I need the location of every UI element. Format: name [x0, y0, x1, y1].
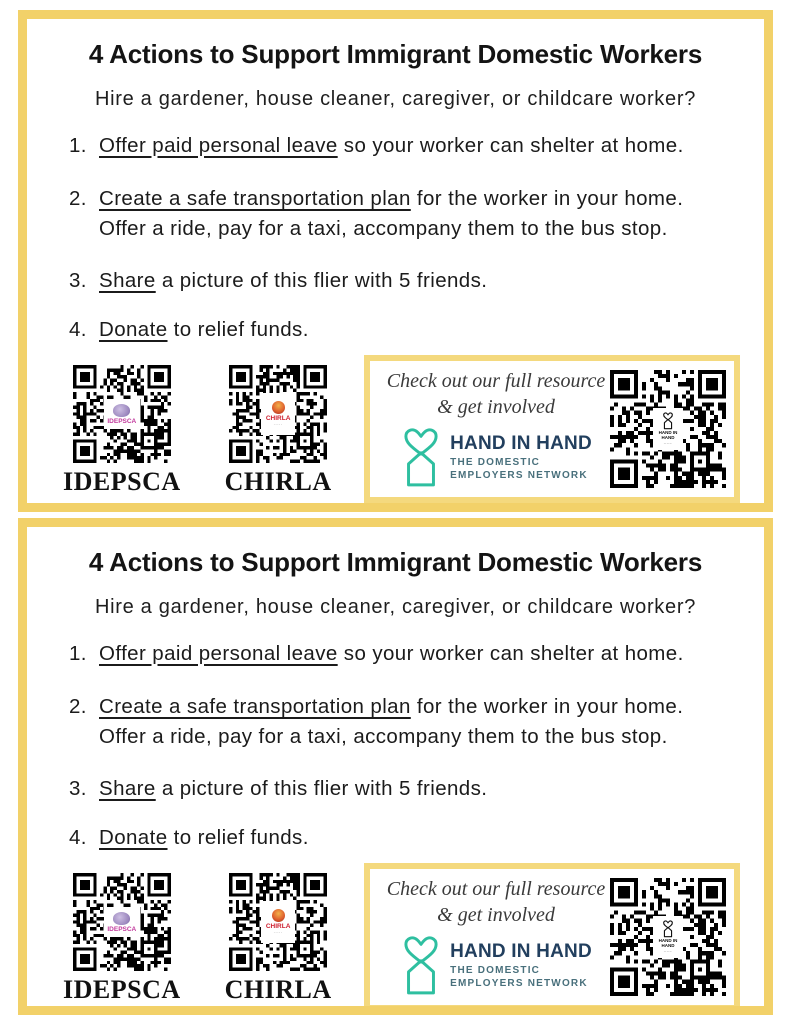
item-text-line2: Offer a ride, pay for a taxi, accompany them to the bus stop.: [99, 725, 668, 749]
resource-box: [364, 355, 740, 503]
org-subtitle-line2: EMPLOYERS NETWORK: [450, 978, 588, 990]
org-text-block: [450, 434, 592, 482]
heart-house-icon: [400, 934, 442, 998]
action-item: [69, 184, 740, 243]
item-rest-text: so your worker can shelter at home.: [343, 641, 684, 665]
org-name: HAND IN HAND: [450, 433, 592, 455]
org-subtitle-line1: THE DOMESTIC: [450, 457, 541, 469]
item-rest-text: a picture of this flier with 5 friends.: [161, 776, 488, 800]
hih-logo-text: HAND IN HAND: [658, 430, 678, 441]
qr-code-resource: [610, 370, 726, 488]
qr-figure-idepsca: [63, 365, 181, 497]
qr-center-logo-hih: [653, 916, 683, 958]
qr-code-resource: [610, 878, 726, 996]
item-text: [99, 131, 684, 161]
action-item: [69, 774, 740, 804]
qr-center-logo-chirla: [261, 393, 295, 435]
org-logo-row: [382, 934, 610, 998]
action-item: [69, 639, 740, 669]
org-text-block: [450, 942, 592, 990]
action-item: [69, 823, 740, 853]
item-rest-text: for the worker in your home.: [416, 187, 684, 211]
item-number: 2.: [69, 695, 87, 719]
resource-line1: Check out our full resource: [386, 878, 606, 901]
item-text: [99, 639, 684, 669]
qr-label: IDEPSCA: [63, 467, 181, 497]
item-underlined-phrase: Share: [99, 268, 156, 292]
item-text: [99, 266, 487, 296]
item-number: 1.: [69, 133, 87, 157]
org-logo-row: [382, 426, 610, 490]
resource-box-text: [382, 368, 610, 490]
org-name: HAND IN HAND: [450, 941, 592, 963]
hih-logo-microtext: ~~~: [663, 949, 673, 955]
resource-line1: Check out our full resource: [386, 370, 606, 393]
chirla-logo-microtext: ·····: [273, 930, 283, 936]
resource-box: [364, 863, 740, 1011]
chirla-logo-text: CHIRLA: [265, 415, 291, 423]
chirla-logo-icon: [272, 909, 285, 922]
item-text: [99, 184, 683, 243]
qr-center-logo-idepsca: [104, 399, 140, 429]
item-underlined-phrase: Create a safe transportation plan: [99, 187, 411, 211]
item-number: 3.: [69, 776, 87, 800]
qr-label: CHIRLA: [224, 467, 332, 497]
chirla-logo-text: CHIRLA: [265, 923, 291, 931]
qr-figure-chirla: [225, 873, 332, 1005]
action-item: [69, 315, 740, 345]
idepsca-logo-icon: [113, 404, 130, 417]
qr-label: IDEPSCA: [63, 975, 181, 1005]
action-item: [69, 131, 740, 161]
item-underlined-phrase: Donate: [99, 826, 168, 850]
heart-house-icon: [400, 426, 442, 490]
org-subtitle-line2: EMPLOYERS NETWORK: [450, 470, 588, 482]
idepsca-logo-text: IDEPSCA: [107, 925, 137, 933]
qr-center-logo-hih: [653, 408, 683, 450]
qr-code-chirla: [229, 873, 327, 971]
page-title: 4 Actions to Support Immigrant Domestic Workers: [88, 39, 703, 69]
item-text: [99, 774, 487, 804]
item-underlined-phrase: Share: [99, 776, 156, 800]
item-number: 4.: [69, 826, 87, 850]
hih-logo-microtext: ~~~: [663, 441, 673, 447]
qr-code-chirla: [229, 365, 327, 463]
item-underlined-phrase: Offer paid personal leave: [99, 133, 338, 157]
qr-section: [51, 861, 740, 1011]
heart-house-icon: [662, 920, 674, 938]
org-subtitle-line1: THE DOMESTIC: [450, 965, 541, 977]
item-rest-text: a picture of this flier with 5 friends.: [161, 268, 488, 292]
qr-figure-chirla: [225, 365, 332, 497]
item-underlined-phrase: Offer paid personal leave: [99, 641, 338, 665]
flyer-card: [18, 10, 773, 512]
qr-code-idepsca: [73, 365, 171, 463]
qr-code-idepsca: [73, 873, 171, 971]
item-text-line2: Offer a ride, pay for a taxi, accompany them to the bus stop.: [99, 217, 668, 241]
flyer-card: [18, 518, 773, 1015]
heart-house-icon: [662, 412, 674, 430]
item-underlined-phrase: Donate: [99, 318, 168, 342]
idepsca-logo-icon: [113, 912, 130, 925]
resource-line2: & get involved: [437, 396, 555, 419]
qr-label: CHIRLA: [224, 975, 332, 1005]
qr-group: [63, 365, 332, 497]
action-list: [51, 131, 740, 346]
item-number: 2.: [69, 187, 87, 211]
org-subtitle: [450, 456, 592, 482]
chirla-logo-microtext: ·····: [273, 422, 283, 428]
item-rest-text: for the worker in your home.: [416, 695, 684, 719]
subtitle: Hire a gardener, house cleaner, caregiver, or childcare worker?: [94, 595, 697, 618]
qr-center-logo-idepsca: [104, 907, 140, 937]
page-title: 4 Actions to Support Immigrant Domestic Workers: [88, 547, 703, 577]
item-rest-text: to relief funds.: [173, 826, 309, 850]
item-underlined-phrase: Create a safe transportation plan: [99, 695, 411, 719]
item-text: [99, 823, 309, 853]
item-rest-text: to relief funds.: [173, 318, 309, 342]
item-text: [99, 692, 683, 751]
item-text: [99, 315, 309, 345]
resource-line2: & get involved: [437, 904, 555, 927]
org-subtitle: [450, 964, 592, 990]
chirla-logo-icon: [272, 401, 285, 414]
resource-box-text: [382, 876, 610, 998]
hih-logo-text: HAND IN HAND: [658, 938, 678, 949]
item-number: 1.: [69, 641, 87, 665]
idepsca-logo-text: IDEPSCA: [107, 417, 137, 425]
action-item: [69, 692, 740, 751]
subtitle: Hire a gardener, house cleaner, caregiver, or childcare worker?: [94, 87, 697, 110]
item-rest-text: so your worker can shelter at home.: [343, 133, 684, 157]
qr-group: [63, 873, 332, 1005]
qr-section: [51, 353, 740, 503]
action-list: [51, 639, 740, 854]
item-number: 4.: [69, 318, 87, 342]
qr-figure-idepsca: [63, 873, 181, 1005]
action-item: [69, 266, 740, 296]
qr-center-logo-chirla: [261, 901, 295, 943]
item-number: 3.: [69, 268, 87, 292]
